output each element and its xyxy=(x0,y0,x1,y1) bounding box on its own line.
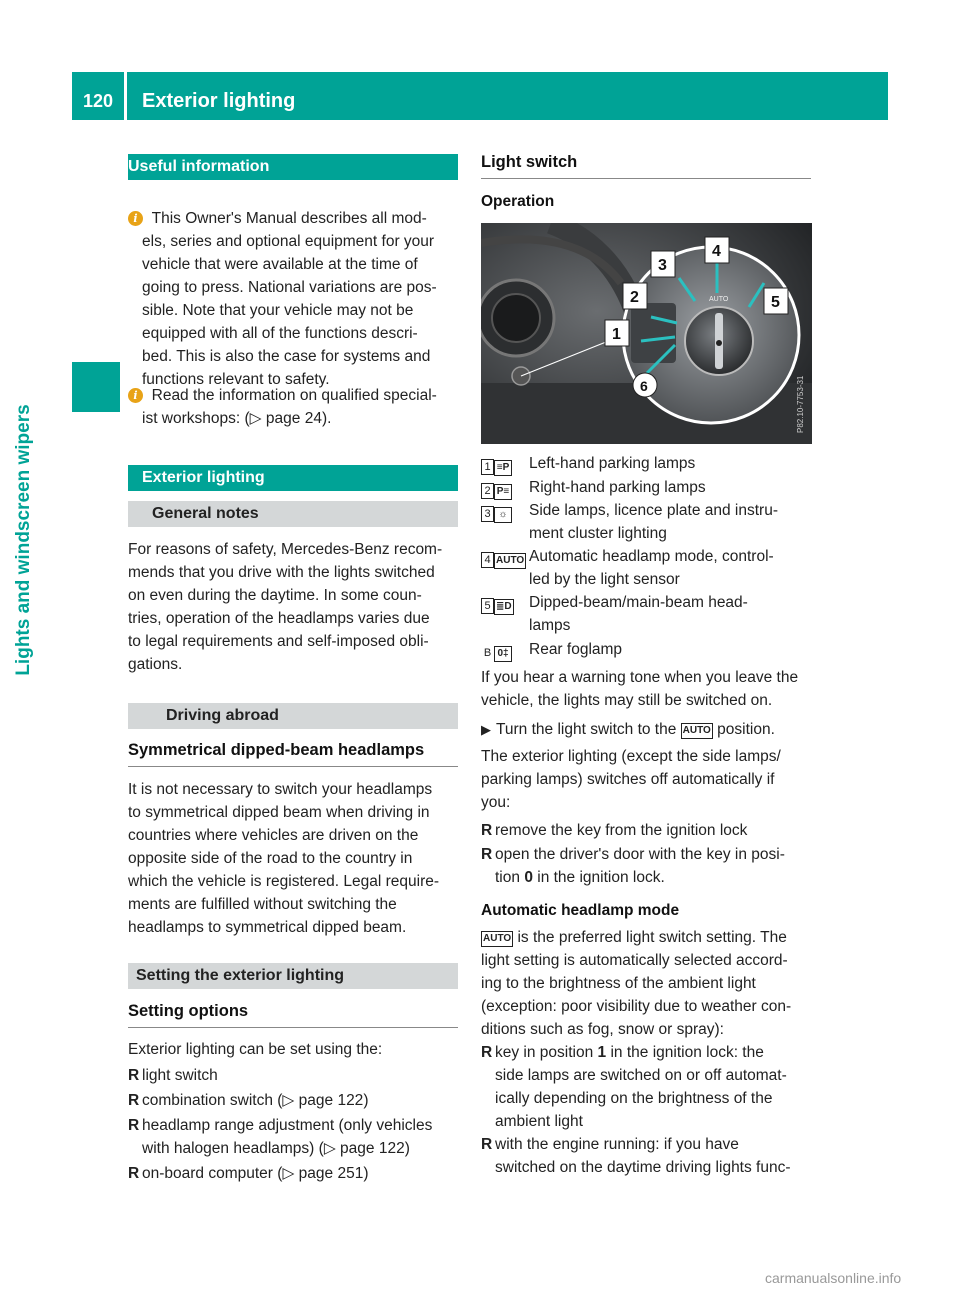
text-line: you: xyxy=(481,794,511,811)
driving-abroad-band xyxy=(128,703,458,729)
text-line: is the preferred light switch setting. The xyxy=(517,929,787,946)
text-line: This Owner's Manual describes all mod- xyxy=(151,210,427,227)
text-line: Side lamps, licence plate and instru- xyxy=(529,502,778,519)
text-line: tion xyxy=(495,869,520,886)
action-step xyxy=(481,718,816,741)
side-tab-marker xyxy=(72,362,120,412)
text-line: countries where vehicles are driven on the xyxy=(128,827,419,844)
text-line: Dipped-beam/main-beam head- xyxy=(529,594,748,611)
list-item: R on-board computer (▷ page 251) xyxy=(128,1162,463,1185)
bullet-icon: R xyxy=(128,1067,140,1084)
bullet-icon: R xyxy=(481,1136,493,1153)
light-switch-photo xyxy=(481,223,812,444)
text-line: led by the light sensor xyxy=(529,571,680,588)
text-line: on even during the daytime. In some coun- xyxy=(128,587,422,604)
auto-mode-text xyxy=(481,926,816,1041)
page-header xyxy=(72,72,888,120)
bullet-icon: R xyxy=(481,1044,493,1061)
legend-number: 4 xyxy=(481,552,494,568)
legend-row xyxy=(481,591,816,637)
text-line: ments are fulfilled without switching the xyxy=(128,896,397,913)
text-line: with halogen headlamps) ( xyxy=(142,1140,324,1157)
text-line: The exterior lighting (except the side lamps/ xyxy=(481,748,781,765)
text-line: in the ignition lock: the xyxy=(610,1044,764,1061)
bullet-icon: R xyxy=(128,1117,140,1134)
page-ref-link[interactable]: page 251 xyxy=(298,1165,364,1182)
text-line: which the vehicle is registered. Legal require- xyxy=(128,873,440,890)
callout-1: 1 xyxy=(612,326,621,343)
text-line: Read the information on qualified special- xyxy=(151,387,437,404)
page-title: Exterior lighting xyxy=(142,90,296,112)
page-ref-arrow-icon: ▷ xyxy=(249,410,262,427)
general-notes-band xyxy=(128,501,458,527)
setting-band xyxy=(128,963,458,989)
photo-code: P82.10-7753-31 xyxy=(796,375,805,433)
legend-number: 5 xyxy=(481,598,494,614)
text-line: gations. xyxy=(128,656,183,673)
auto-headlamp-icon: AUTO xyxy=(681,723,713,739)
text-line: functions relevant to safety. xyxy=(142,371,330,388)
setting-options-heading: Setting options xyxy=(128,1002,249,1020)
side-lamp-icon: ☼ xyxy=(494,507,512,523)
list-item: R headlamp range adjustment (only vehicles with halogen headlamps) (▷ page 122) xyxy=(128,1114,463,1160)
dipped-beam-icon: ≣D xyxy=(494,599,514,615)
text-line: opposite side of the road to the country in xyxy=(128,850,413,867)
text-line: If you hear a warning tone when you leave the xyxy=(481,669,799,686)
page-ref-link[interactable]: page 122 xyxy=(340,1140,405,1157)
list-item xyxy=(481,1041,816,1133)
text-line: vehicle, the lights may still be switched on. xyxy=(481,692,773,709)
heading-rule xyxy=(128,766,458,767)
watermark: carmanualsonline.info xyxy=(765,1270,902,1286)
bullet-icon: R xyxy=(128,1165,140,1182)
text-line: Automatic headlamp mode, control- xyxy=(529,548,774,565)
auto-mode-heading: Automatic headlamp mode xyxy=(481,902,680,919)
info-icon: i xyxy=(128,388,143,403)
text-line: Left-hand parking lamps xyxy=(529,455,696,472)
setting-intro: Exterior lighting can be set using the: xyxy=(128,1041,383,1058)
info-icon: i xyxy=(128,211,143,226)
left-parking-lamp-icon: ≡P xyxy=(494,460,512,476)
list-item xyxy=(128,1064,463,1087)
text-line: Right-hand parking lamps xyxy=(529,479,706,496)
general-notes-title: General notes xyxy=(152,505,259,522)
text-line: combination switch ( xyxy=(142,1092,283,1109)
text-line: parking lamps) switches off automatically if xyxy=(481,771,775,788)
legend-row xyxy=(481,545,816,591)
heading-rule xyxy=(128,1027,458,1028)
auto-label: AUTO xyxy=(709,296,729,303)
text-line: headlamps to symmetrical dipped beam. xyxy=(128,919,407,936)
text-line: equipped with all of the functions descri- xyxy=(142,325,418,342)
callout-6: 6 xyxy=(640,378,648,394)
text-line: Rear foglamp xyxy=(529,641,623,658)
light-switch-illustration xyxy=(481,223,812,444)
callout-5: 5 xyxy=(771,294,780,311)
callout-4: 4 xyxy=(712,243,721,260)
setting-title: Setting the exterior lighting xyxy=(136,967,345,984)
legend-row xyxy=(481,499,816,545)
text-line: els, series and optional equipment for your xyxy=(142,233,435,250)
bullet-icon: R xyxy=(481,822,493,839)
symmetrical-heading: Symmetrical dipped-beam headlamps xyxy=(128,741,425,759)
side-tab xyxy=(72,362,120,662)
useful-info-para1 xyxy=(128,207,463,391)
page-ref-arrow-icon: ▷ xyxy=(282,1092,295,1109)
text-line: light setting is automatically selected accord- xyxy=(481,952,788,969)
text-line: with the engine running: if you have xyxy=(495,1136,739,1153)
position-value: 1 xyxy=(597,1044,607,1061)
action-arrow-icon: ▶ xyxy=(481,722,491,737)
legend-row xyxy=(481,452,816,475)
auto-headlamp-icon: AUTO xyxy=(481,931,513,947)
text-line: light switch xyxy=(142,1067,218,1084)
position-value: 0 xyxy=(524,869,533,886)
legend-row xyxy=(481,638,816,661)
text-line: open the driver's door with the key in posi- xyxy=(495,846,785,863)
list-item xyxy=(481,843,816,889)
text-line: tries, operation of the headlamps varies due xyxy=(128,610,430,627)
legend-number: 3 xyxy=(481,506,494,522)
callout-2: 2 xyxy=(630,289,639,306)
text-line: remove the key from the ignition lock xyxy=(495,822,748,839)
text-line: headlamp range adjustment (only vehicles xyxy=(142,1117,433,1134)
bullet-icon: R xyxy=(481,846,493,863)
text-line: to symmetrical dipped beam when driving in xyxy=(128,804,430,821)
text-line: Turn the light switch to the xyxy=(496,721,677,738)
symmetrical-text xyxy=(128,778,463,939)
bullet-icon: R xyxy=(128,1092,140,1109)
text-line: ist workshops: ( xyxy=(142,410,250,427)
text-line: bed. This is also the case for systems and xyxy=(142,348,431,365)
text-line: switched on the daytime driving lights func- xyxy=(495,1159,791,1176)
side-tab-label: Lights and windscreen wipers xyxy=(13,404,34,676)
text-line: ing to the brightness of the ambient light xyxy=(481,975,756,992)
text-line: to legal requirements and self-imposed obli- xyxy=(128,633,429,650)
text-line: going to press. National variations are pos- xyxy=(142,279,437,296)
text-line: ambient light xyxy=(495,1113,583,1130)
text-line: key in position xyxy=(495,1044,594,1061)
text-line: on-board computer ( xyxy=(142,1165,283,1182)
page-number: 120 xyxy=(82,91,114,111)
text-line: ). xyxy=(321,410,332,427)
text-line: lamps xyxy=(529,617,571,634)
general-notes-text xyxy=(128,538,463,676)
list-item: R combination switch (▷ page 122) xyxy=(128,1089,463,1112)
page-ref-arrow-icon: ▷ xyxy=(323,1140,336,1157)
warning-text xyxy=(481,666,816,712)
text-line: sible. Note that your vehicle may not be xyxy=(142,302,414,319)
page-ref-arrow-icon: ▷ xyxy=(282,1165,295,1182)
text-line: mends that you drive with the lights switched xyxy=(128,564,435,581)
driving-abroad-title: Driving abroad xyxy=(166,707,279,724)
rear-foglamp-icon: 0‡ xyxy=(494,646,512,662)
exterior-lighting-title: Exterior lighting xyxy=(142,469,265,486)
callout-3: 3 xyxy=(658,257,667,274)
exterior-lighting-band xyxy=(128,465,458,491)
text-line: For reasons of safety, Mercedes-Benz recom- xyxy=(128,541,443,558)
operation-heading: Operation xyxy=(481,193,555,210)
light-switch-heading: Light switch xyxy=(481,153,578,171)
page-ref-link[interactable]: page 122 xyxy=(298,1092,364,1109)
text-line: position. xyxy=(717,721,775,738)
list-item xyxy=(481,819,816,842)
page-ref-link[interactable]: page 24 xyxy=(265,410,322,427)
text-line: ditions such as fog, snow or spray): xyxy=(481,1021,724,1038)
legend-number: B xyxy=(483,647,492,659)
text-line: ment cluster lighting xyxy=(529,525,667,542)
text-line: vehicle that were available at the time of xyxy=(142,256,418,273)
text-line: side lamps are switched on or off automat- xyxy=(495,1067,787,1084)
text-line: (exception: poor visibility due to weather con- xyxy=(481,998,792,1015)
legend-number: 2 xyxy=(481,483,494,499)
header-divider xyxy=(124,72,127,120)
auto-headlamp-icon: AUTO xyxy=(494,553,526,569)
text-line: ically depending on the brightness of the xyxy=(495,1090,773,1107)
right-parking-lamp-icon: P≡ xyxy=(494,484,512,500)
useful-info-title: Useful information xyxy=(128,158,270,175)
heading-rule xyxy=(481,178,811,179)
list-item xyxy=(481,1133,816,1179)
useful-info-para2 xyxy=(128,384,463,430)
legend-row xyxy=(481,476,816,499)
text-line: It is not necessary to switch your headlamps xyxy=(128,781,433,798)
legend-number: 1 xyxy=(481,459,494,475)
exterior-off-text xyxy=(481,745,816,814)
text-line: in the ignition lock. xyxy=(537,869,665,886)
useful-info-band xyxy=(128,154,458,180)
